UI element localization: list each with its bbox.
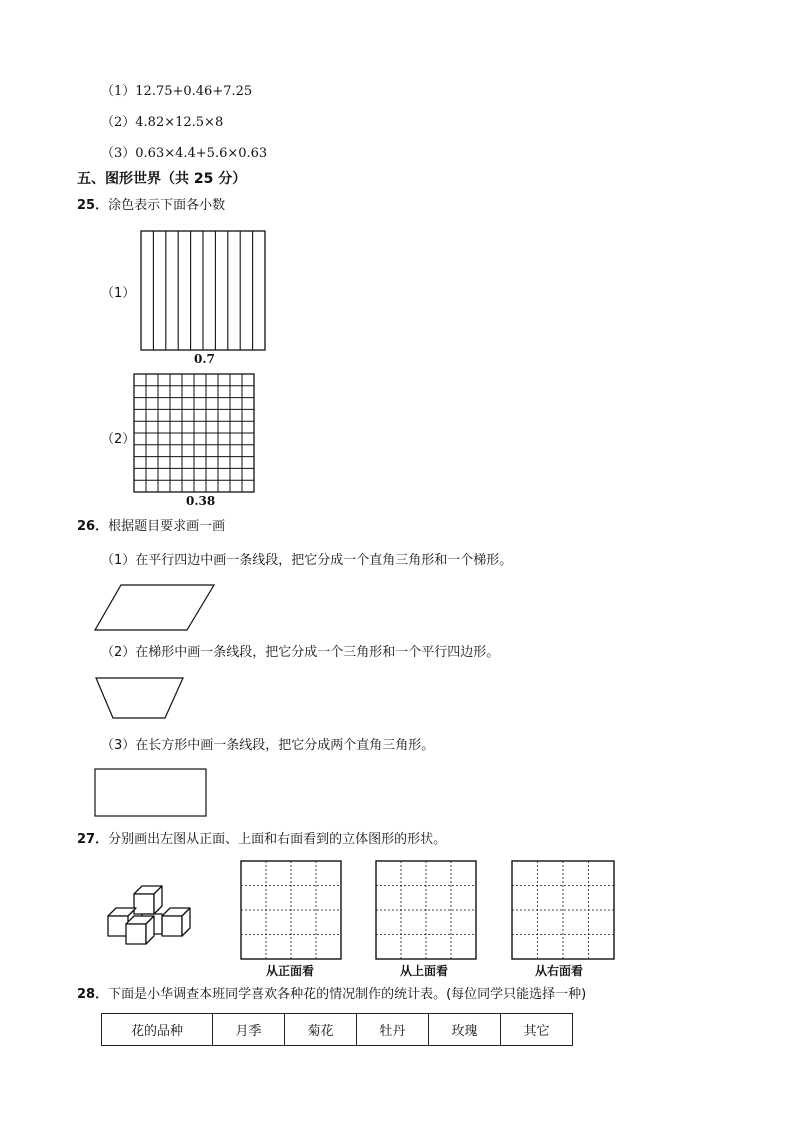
- view-grid-top: [375, 860, 477, 960]
- rectangle: [94, 768, 208, 818]
- table-header-cell: 花的品种: [102, 1014, 213, 1046]
- question-number: 25．: [77, 198, 109, 213]
- table-row: [102, 1014, 573, 1046]
- table-header-cell: 月季: [213, 1014, 285, 1046]
- parallelogram: [94, 584, 216, 632]
- calc-item-3: （3）0.63×4.4+5.6×0.63: [101, 146, 268, 161]
- section-heading: 五、图形世界（共 25 分）: [77, 171, 247, 187]
- strip-grid-10: [140, 230, 266, 351]
- q25-part1-label: （1）: [101, 286, 136, 301]
- question-text: 分别画出左图从正面、上面和右面看到的立体图形的形状。: [108, 832, 447, 847]
- calc-item-2: （2）4.82×12.5×8: [101, 115, 224, 130]
- calc-item-1: （1）12.75+0.46+7.25: [101, 84, 253, 99]
- view-grid-front: [240, 860, 342, 960]
- question-25: [77, 198, 225, 214]
- view-label-top: 从上面看: [400, 964, 449, 978]
- view-label-front: 从正面看: [266, 964, 315, 978]
- q26-part3: （3）在长方形中画一条线段，把它分成两个直角三角形。: [101, 738, 435, 753]
- q25-part2-value: 0.38: [186, 494, 216, 508]
- table-header-cell: 牡丹: [357, 1014, 429, 1046]
- question-26: [77, 519, 225, 535]
- q26-part1: （1）在平行四边中画一条线段，把它分成一个直角三角形和一个梯形。: [101, 553, 513, 568]
- question-number: 26．: [77, 519, 109, 534]
- table-header-cell: 玫瑰: [429, 1014, 501, 1046]
- q25-part2-label: （2）: [101, 432, 136, 447]
- table-header-cell: 其它: [501, 1014, 573, 1046]
- question-text: 涂色表示下面各小数: [108, 198, 226, 213]
- q25-part1-value: 0.7: [194, 352, 215, 366]
- question-28: [77, 987, 586, 1003]
- question-text: 下面是小华调查本班同学喜欢各种花的情况制作的统计表。(每位同学只能选择一种): [108, 987, 587, 1002]
- q26-part2: （2）在梯形中画一条线段，把它分成一个三角形和一个平行四边形。: [101, 645, 500, 660]
- table-header-cell: 菊花: [285, 1014, 357, 1046]
- hundred-grid: [133, 373, 255, 493]
- flower-table: [101, 1013, 573, 1046]
- question-text: 根据题目要求画一画: [108, 519, 226, 534]
- cube-stack-figure: [104, 880, 196, 948]
- question-number: 28．: [77, 987, 109, 1002]
- view-label-right: 从右面看: [535, 964, 584, 978]
- question-number: 27．: [77, 832, 109, 847]
- trapezoid: [95, 677, 185, 720]
- view-grid-right: [511, 860, 615, 960]
- question-27: [77, 832, 446, 848]
